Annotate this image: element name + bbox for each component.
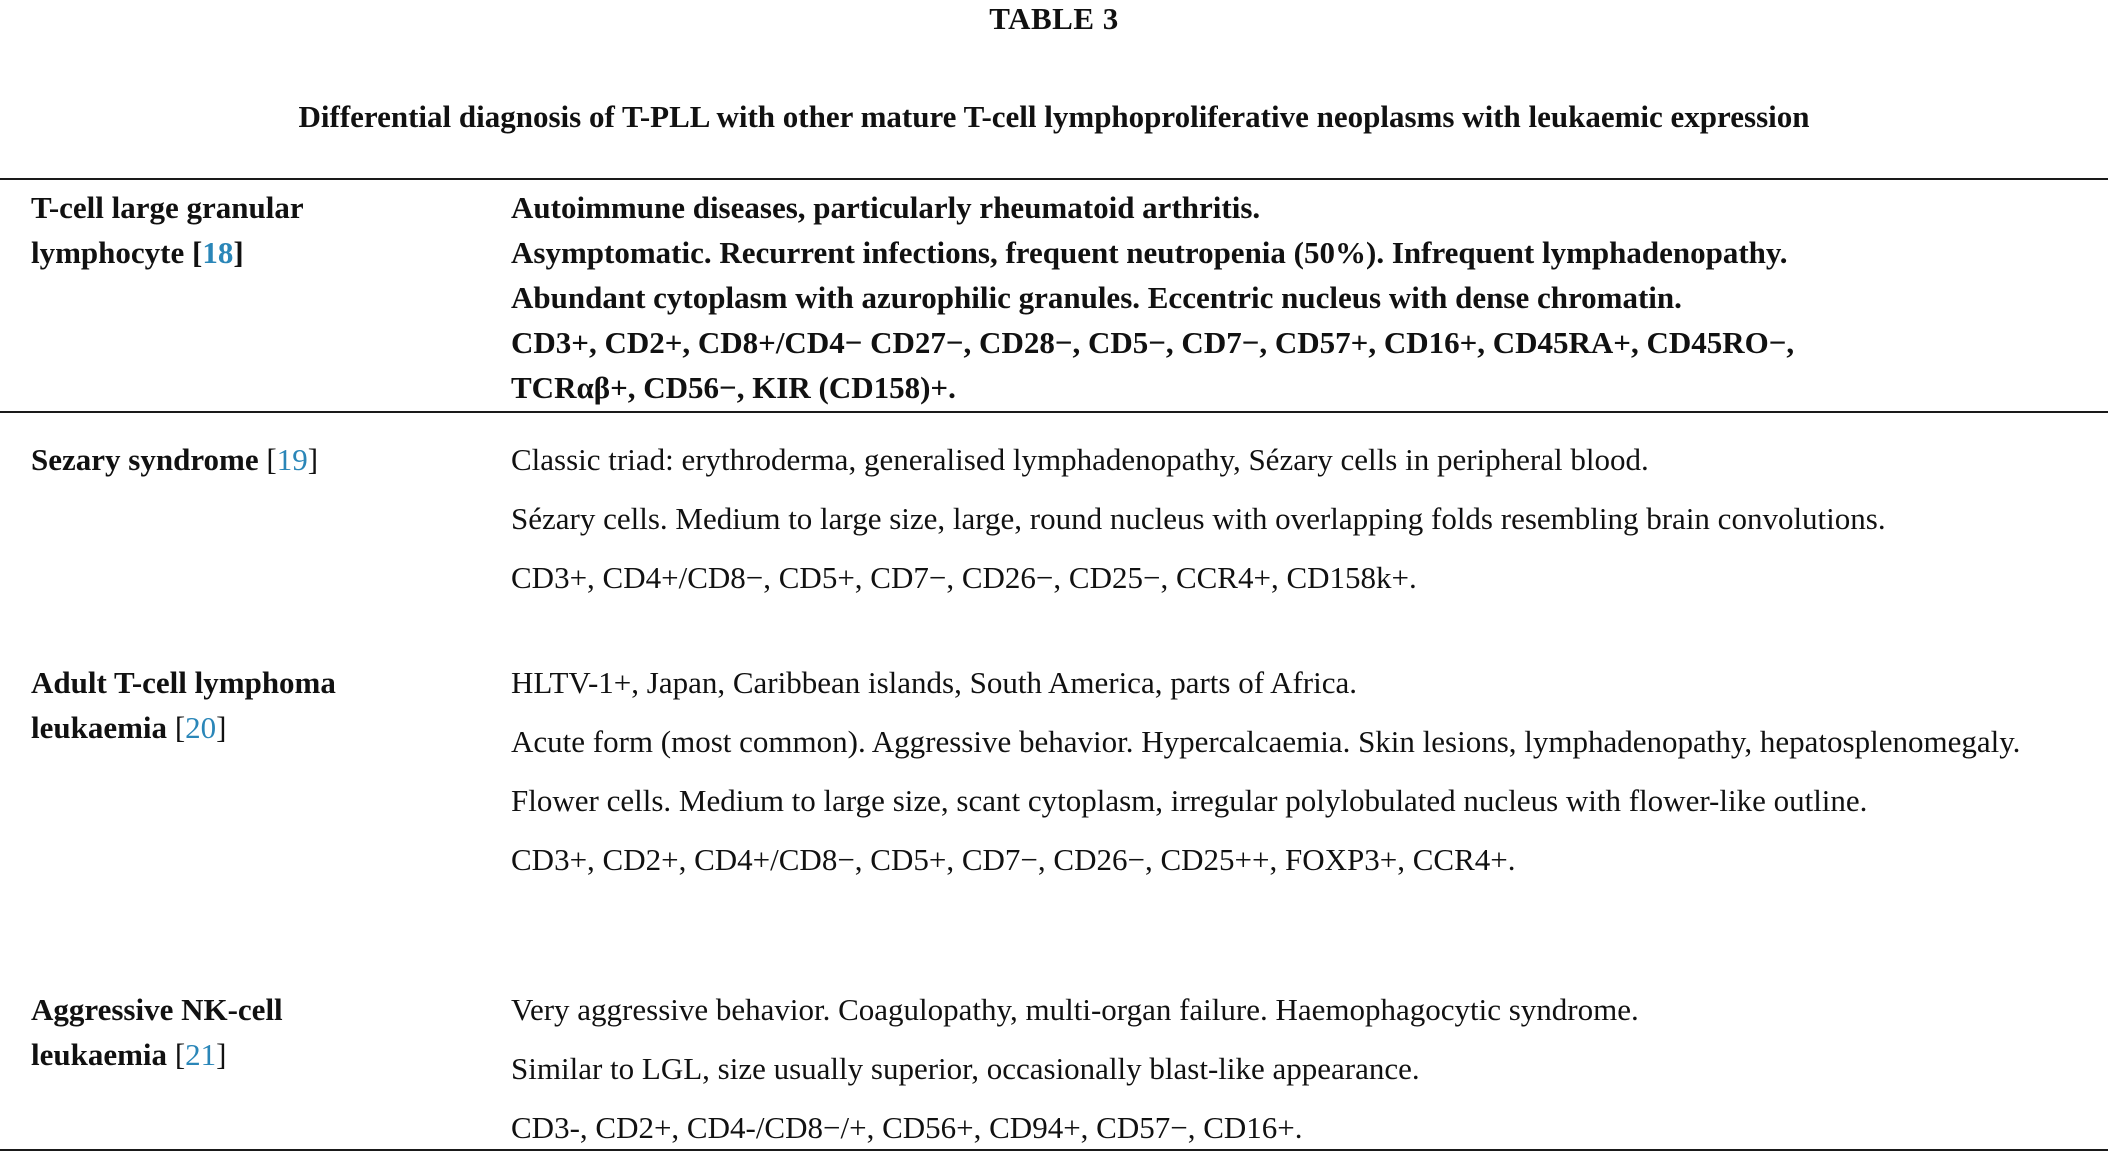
feature-text: CD3+, CD4+/CD8−, CD5+, CD7−, CD26−, CD25−, CCR4+, CD158k+. <box>511 560 1417 595</box>
feature-text: Classic triad: erythroderma, generalised lymphadenopathy, Sézary cells in peripheral blood. <box>511 442 1649 477</box>
feature-text: HLTV-1+, Japan, Caribbean islands, South America, parts of Africa. <box>511 665 1357 700</box>
feature-text: Sézary cells. Medium to large size, large, round nucleus with overlapping folds resembling brain convolutions. <box>511 501 1886 536</box>
ref-bracket-open: [ <box>192 235 203 270</box>
features-cell <box>511 987 2091 1164</box>
feature-text: Abundant cytoplasm with azurophilic granules. Eccentric nucleus with dense chromatin. <box>511 280 1682 315</box>
table-row-divider <box>0 411 2108 413</box>
entity-cell <box>31 437 471 482</box>
features-cell <box>511 660 2091 896</box>
feature-text: Acute form (most common). Aggressive behavior. Hypercalcaemia. Skin lesions, lymphadenopathy, hepatosplenomegaly. <box>511 724 2021 759</box>
entity-name: Sezary syndrome <box>31 442 259 477</box>
feature-text: CD3+, CD2+, CD4+/CD8−, CD5+, CD7−, CD26−, CD25++, FOXP3+, CCR4+. <box>511 842 1516 877</box>
reference-link[interactable]: 20 <box>185 710 217 745</box>
ref-bracket-close: ] <box>216 1037 227 1072</box>
entity-cell <box>31 660 471 750</box>
entity-name-cont <box>31 705 471 750</box>
entity-name-cont <box>31 230 471 275</box>
reference-link[interactable]: 18 <box>202 235 234 270</box>
entity-cell <box>31 987 471 1077</box>
ref-bracket-open: [ <box>266 442 277 477</box>
table-top-rule <box>0 178 2108 180</box>
ref-bracket-open: [ <box>174 1037 186 1072</box>
table-number: TABLE 3 <box>989 1 1119 36</box>
feature-text: CD3+, CD2+, CD8+/CD4− CD27−, CD28−, CD5−, CD7−, CD57+, CD16+, CD45RA+, CD45RO−, <box>511 325 1795 360</box>
entity-name-part: leukaemia <box>31 710 168 745</box>
entity-cell <box>31 185 471 275</box>
entity-name-cont <box>31 1032 471 1077</box>
feature-text: TCRαβ+, CD56−, KIR (CD158)+. <box>511 370 956 405</box>
feature-text: Very aggressive behavior. Coagulopathy, multi-organ failure. Haemophagocytic syndrome. <box>511 992 1639 1027</box>
reference-link[interactable]: 19 <box>276 442 308 477</box>
entity-name-part: leukaemia <box>31 1037 168 1072</box>
table-bottom-rule <box>0 1149 2108 1151</box>
ref-bracket-close: ] <box>233 235 244 270</box>
features-cell <box>511 437 2091 614</box>
feature-text: Autoimmune diseases, particularly rheumatoid arthritis. <box>511 190 1261 225</box>
features-cell <box>511 185 2091 410</box>
entity-name: T-cell large granular <box>31 190 304 225</box>
entity-name: Adult T-cell lymphoma <box>31 665 336 700</box>
feature-text: Similar to LGL, size usually superior, occasionally blast-like appearance. <box>511 1051 1420 1086</box>
entity-name: Aggressive NK-cell <box>31 992 283 1027</box>
ref-bracket-close: ] <box>307 442 319 477</box>
ref-bracket-close: ] <box>216 710 227 745</box>
feature-text: Flower cells. Medium to large size, scant cytoplasm, irregular polylobulated nucleus with flower-like outline. <box>511 783 1868 818</box>
feature-text: CD3-, CD2+, CD4-/CD8−/+, CD56+, CD94+, CD57−, CD16+. <box>511 1110 1303 1145</box>
feature-text: Asymptomatic. Recurrent infections, frequent neutropenia (50%). Infrequent lymphadenopathy. <box>511 235 1788 270</box>
table-caption: Differential diagnosis of T-PLL with other mature T-cell lymphoproliferative neoplasms with leukaemic expression <box>298 99 1810 134</box>
ref-bracket-open: [ <box>174 710 186 745</box>
reference-link[interactable]: 21 <box>185 1037 217 1072</box>
entity-name-cont <box>31 437 471 482</box>
entity-name-part: lymphocyte <box>31 235 185 270</box>
